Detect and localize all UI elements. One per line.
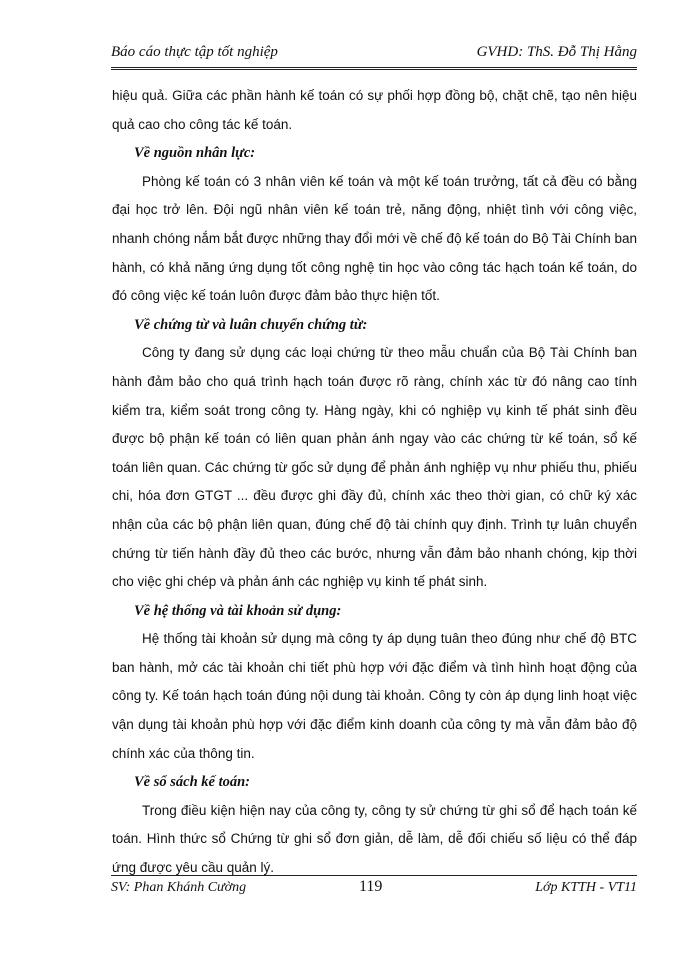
- page-header: [111, 40, 637, 66]
- page-number: 119: [359, 878, 383, 895]
- paragraph-accounts-system: Hệ thống tài khoản sử dụng mà công ty áp dụng tuân theo đúng như chế độ BTC ban hành, mở các tài khoản chi tiết phù hợp với đặc điểm và tình hình hoạt động của công ty. Kế toán hạch toán đúng nội dung tài khoản. Công ty còn áp dụng linh hoạt việc vận dụng tài khoản phù hợp với đặc điểm kinh doanh của công ty mà vẫn đảm bảo độ chính xác của thông tin.: [112, 631, 637, 761]
- heading-accounting-books: Về sổ sách kế toán:: [134, 774, 250, 791]
- paragraph-human-resources: Phòng kế toán có 3 nhân viên kế toán và một kế toán trưởng, tất cả đều có bằng đại học trở lên. Đội ngũ nhân viên kế toán trẻ, năng động, nhiệt tình với công việc, nhanh chóng nắm bắt được những thay đổi mới về chế độ kế toán do Bộ Tài Chính ban hành, có khả năng ứng dụng tốt công nghệ tin học vào công tác hạch toán kế toán, do đó công việc kế toán luôn được đảm bảo thực hiện tốt.: [112, 173, 637, 304]
- paragraph-documents: Công ty đang sử dụng các loại chứng từ theo mẫu chuẩn của Bộ Tài Chính ban hành đảm bảo cho quá trình hạch toán được rõ ràng, chính xác từ đó nâng cao tính kiểm tra, kiểm soát trong công ty. Hàng ngày, khi có nghiệp vụ kinh tế phát sinh đều được bộ phận kế toán có liên quan phản ánh ngay vào các chứng từ kế toán, sổ kế toán liên quan. Các chứng từ gốc sử dụng để phản ánh nghiệp vụ như phiếu thu, phiếu chi, hóa đơn GTGT ... đều được ghi đầy đủ, chính xác theo thời gian, có chữ ký xác nhận của các bộ phận liên quan, đúng chế độ tài chính quy định. Trình tự luân chuyển chứng từ tiến hành đầy đủ theo các bước, nhưng vẫn đảm bảo nhanh chóng, kịp thời cho việc ghi chép và phản ánh các nghiệp vụ kinh tế phát sinh.: [112, 345, 637, 590]
- page-footer: [111, 878, 637, 902]
- paragraph-accounting-books: Trong điều kiện hiện nay của công ty, công ty sử chứng từ ghi sổ để hạch toán kế toán. Hình thức sổ Chứng từ ghi sổ đơn giản, dễ làm, dễ đối chiếu số liệu có thể đáp ứng được yêu cầu quản lý.: [112, 802, 637, 876]
- page-body: [112, 82, 637, 883]
- class-name: Lớp KTTH - VT11: [535, 880, 637, 895]
- heading-human-resources: Về nguồn nhân lực:: [134, 145, 256, 162]
- report-title: Báo cáo thực tập tốt nghiệp: [111, 44, 278, 60]
- footer-divider: [111, 875, 637, 876]
- header-divider: [111, 67, 637, 70]
- supervisor-name: GVHD: ThS. Đỗ Thị Hằng: [476, 44, 637, 60]
- paragraph-intro: hiệu quả. Giữa các phần hành kế toán có sự phối hợp đồng bộ, chặt chẽ, tạo nên hiệu quả cao cho công tác kế toán.: [112, 88, 637, 132]
- student-name: SV: Phan Khánh Cường: [111, 880, 247, 895]
- heading-accounts-system: Về hệ thống và tài khoản sử dụng:: [134, 602, 342, 619]
- heading-documents: Về chứng từ và luân chuyển chứng từ:: [134, 316, 368, 333]
